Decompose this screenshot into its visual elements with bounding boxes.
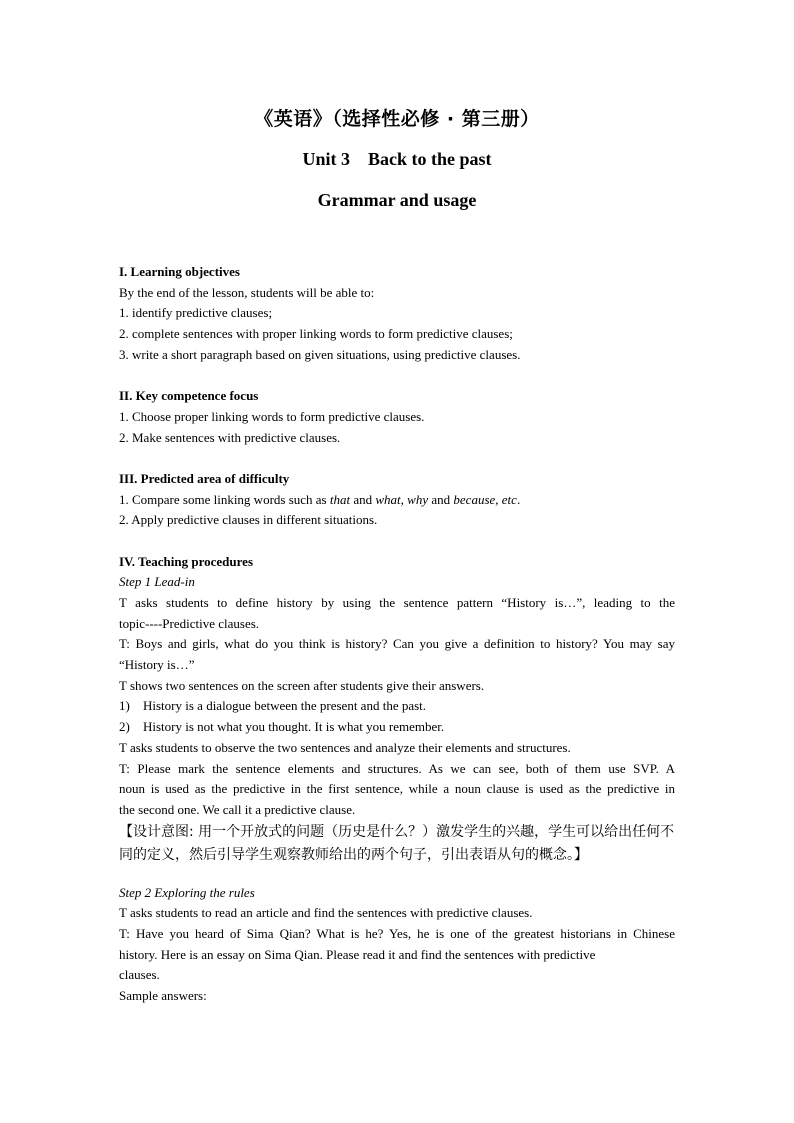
step2-line: Sample answers: (119, 988, 207, 1003)
example-number: 1) (119, 698, 130, 714)
step2-line: history. Here is an essay on Sima Qian. Please read it and find the sentences with predictive (119, 946, 596, 962)
difficulty-text: and (428, 491, 454, 507)
step1-line: T: Please mark the sentence elements and structures. As we can see, both of them use SVP. A (119, 760, 675, 776)
step1-title: Step 1 Lead-in (119, 574, 195, 590)
step2-line: T asks students to read an article and find the sentences with predictive clauses. (119, 905, 533, 921)
example-text: History is a dialogue between the present and the past. (143, 698, 427, 714)
objective-item: 2. complete sentences with proper linking words to form predictive clauses; (119, 326, 513, 342)
objectives-heading: I. Learning objectives (119, 264, 240, 279)
step1-line: noun is used as the predictive in the first sentence, while a noun clause is used as the predictive in (119, 781, 675, 797)
step1-line: T shows two sentences on the screen after students give their answers. (119, 677, 485, 693)
example-number: 2) (119, 719, 130, 735)
competence-item: 1. Choose proper linking words to form predictive clauses. (119, 408, 425, 424)
procedures-heading: IV. Teaching procedures (119, 553, 254, 569)
term-what-why: what, why (375, 491, 429, 507)
section-title: Grammar and usage (317, 190, 477, 210)
example-text: History is not what you thought. It is what you remember. (143, 719, 445, 735)
difficulty-text: . (516, 491, 521, 507)
difficulty-heading: III. Predicted area of difficulty (119, 470, 290, 486)
term-because: because, etc (453, 491, 517, 507)
difficulty-text: and (350, 491, 376, 507)
objective-item: 3. write a short paragraph based on given situations, using predictive clauses. (119, 346, 521, 362)
step1-line: “History is…” (119, 657, 195, 673)
competence-item: 2. Make sentences with predictive clauses. (119, 429, 341, 445)
step1-line: T asks students to define history by using the sentence pattern “History is…”, leading to the (119, 595, 675, 610)
design-note: 同的定义，然后引导学生观察教师给出的两个句子，引出表语从句的概念。】 (119, 846, 588, 863)
step1-line: T: Boys and girls, what do you think is history? Can you give a definition to history? You may say (119, 636, 675, 652)
example-sentence (119, 696, 675, 717)
example-sentence (119, 717, 675, 738)
document-body (119, 262, 675, 1007)
competence-heading: II. Key competence focus (119, 388, 259, 404)
objective-item: 1. identify predictive clauses; (119, 305, 273, 321)
design-note: 【设计意图: 用一个开放式的问题（历史是什么？）激发学生的兴趣，学生可以给出任何不 (119, 823, 675, 840)
difficulty-text: 1. Compare some linking words such as (119, 491, 330, 507)
objectives-intro: By the end of the lesson, students will be able to: (119, 284, 375, 300)
step1-line: T asks students to observe the two sentences and analyze their elements and structures. (119, 739, 571, 755)
book-title: 《英语》（选择性必修 · 第三册） (254, 108, 540, 130)
term-that: that (329, 491, 351, 507)
difficulty-item-2: 2. Apply predictive clauses in different situations. (119, 512, 378, 528)
difficulty-item-1 (119, 490, 675, 511)
step2-title: Step 2 Exploring the rules (119, 884, 255, 900)
step1-line: the second one. We call it a predictive clause. (119, 801, 356, 817)
step2-line: clauses. (119, 967, 160, 983)
step1-line: topic----Predictive clauses. (119, 615, 260, 631)
unit-title: Unit 3 Back to the past (302, 149, 492, 169)
step2-line: T: Have you heard of Sima Qian? What is he? Yes, he is one of the greatest historians in Chinese (119, 925, 675, 941)
